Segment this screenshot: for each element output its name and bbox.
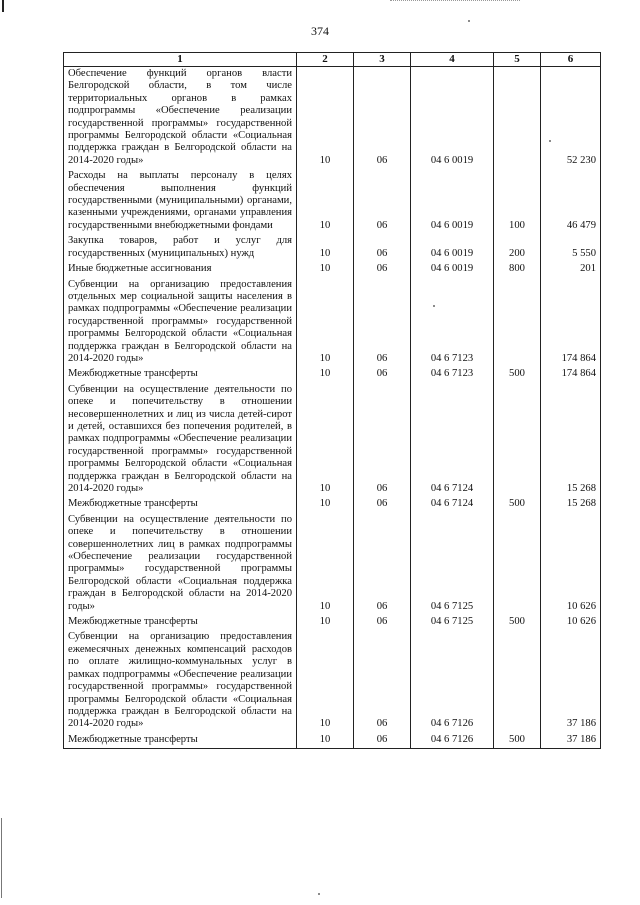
table-body	[64, 67, 601, 749]
subsection-code-cell: 06	[354, 615, 411, 630]
subsection-code-cell: 06	[354, 513, 411, 615]
amount-cell: 174 864	[541, 278, 601, 368]
target-article-cell: 04 6 0019	[411, 234, 494, 262]
subsection-code-cell: 06	[354, 497, 411, 512]
table-row	[64, 383, 601, 498]
amount-cell: 52 230	[541, 67, 601, 170]
expense-type-cell	[494, 513, 541, 615]
amount-cell: 37 186	[541, 630, 601, 732]
amount-cell: 201	[541, 262, 601, 277]
expense-type-cell: 800	[494, 262, 541, 277]
amount-cell: 174 864	[541, 367, 601, 382]
expense-name-cell: Закупка товаров, работ и услуг для государственных (муниципальных) нужд	[64, 234, 297, 262]
table-row	[64, 513, 601, 615]
column-header-6: 6	[541, 53, 601, 67]
target-article-cell: 04 6 7125	[411, 615, 494, 630]
expense-name-cell: Межбюджетные трансферты	[64, 497, 297, 512]
expense-name-cell: Расходы на выплаты персоналу в целях обеспечения выполнения функций государственными (муниципальными) органами, казенными учреждениями, органами управления государственными внебюджетными фондами	[64, 169, 297, 234]
expense-type-cell: 500	[494, 615, 541, 630]
target-article-cell: 04 6 7126	[411, 733, 494, 749]
subsection-code-cell: 06	[354, 367, 411, 382]
column-header-1: 1	[64, 53, 297, 67]
table-row	[64, 262, 601, 277]
table-row	[64, 733, 601, 749]
expense-name-cell: Субвенции на организацию предоставления отдельных мер социальной защиты населения в рамках подпрограммы «Обеспечение реализации государственной программы» государственной программы Белгородской области «Социальная поддержка граждан в Белгородской области на 2014-2020 годы»	[64, 278, 297, 368]
section-code-cell: 10	[297, 630, 354, 732]
section-code-cell: 10	[297, 615, 354, 630]
expense-type-cell	[494, 630, 541, 732]
expense-name-cell: Субвенции на осуществление деятельности по опеке и попечительству в отношении совершеннолетних лиц в рамках подпрограммы «Обеспечение реализации государственной программы» государственной программы Белгородской области «Социальная поддержка граждан в Белгородской области на 2014-2020 годы»	[64, 513, 297, 615]
target-article-cell: 04 6 0019	[411, 67, 494, 170]
scan-corner-mark	[390, 0, 520, 2]
scan-speck	[468, 20, 470, 22]
section-code-cell: 10	[297, 497, 354, 512]
subsection-code-cell: 06	[354, 278, 411, 368]
scan-speck	[318, 893, 320, 895]
amount-cell: 10 626	[541, 615, 601, 630]
table-row	[64, 630, 601, 732]
budget-table	[63, 52, 601, 749]
expense-name-cell: Межбюджетные трансферты	[64, 367, 297, 382]
column-header-2: 2	[297, 53, 354, 67]
expense-type-cell: 500	[494, 733, 541, 749]
table-row	[64, 497, 601, 512]
table-row	[64, 67, 601, 170]
table-row	[64, 367, 601, 382]
table-row	[64, 169, 601, 234]
section-code-cell: 10	[297, 262, 354, 277]
section-code-cell: 10	[297, 169, 354, 234]
section-code-cell: 10	[297, 383, 354, 498]
section-code-cell: 10	[297, 513, 354, 615]
expense-name-cell: Обеспечение функций органов власти Белгородской области, в том числе территориальных органов в рамках подпрограммы «Обеспечение реализации государственной программы» государственной программы Белгородской области «Социальная поддержка граждан в Белгородской области на 2014-2020 годы»	[64, 67, 297, 170]
subsection-code-cell: 06	[354, 630, 411, 732]
expense-type-cell: 100	[494, 169, 541, 234]
section-code-cell: 10	[297, 367, 354, 382]
column-header-3: 3	[354, 53, 411, 67]
subsection-code-cell: 06	[354, 67, 411, 170]
expense-name-cell: Межбюджетные трансферты	[64, 733, 297, 749]
subsection-code-cell: 06	[354, 383, 411, 498]
section-code-cell: 10	[297, 278, 354, 368]
page-number: 374	[311, 24, 329, 38]
expense-name-cell: Межбюджетные трансферты	[64, 615, 297, 630]
amount-cell: 46 479	[541, 169, 601, 234]
subsection-code-cell: 06	[354, 169, 411, 234]
expense-type-cell	[494, 383, 541, 498]
scan-edge-mark	[2, 0, 4, 12]
column-header-5: 5	[494, 53, 541, 67]
amount-cell: 10 626	[541, 513, 601, 615]
subsection-code-cell: 06	[354, 234, 411, 262]
expense-name-cell: Субвенции на осуществление деятельности по опеке и попечительству в отношении несовершеннолетних и лиц из числа детей-сирот и детей, оставшихся без попечения родителей, в рамках подпрограммы «Обеспечение реализации государственной программы» государственной программы Белгородской области «Социальная поддержка граждан в Белгородской области на 2014-2020 годы»	[64, 383, 297, 498]
target-article-cell: 04 6 7123	[411, 367, 494, 382]
target-article-cell: 04 6 7124	[411, 383, 494, 498]
amount-cell: 5 550	[541, 234, 601, 262]
target-article-cell: 04 6 0019	[411, 169, 494, 234]
target-article-cell: 04 6 7126	[411, 630, 494, 732]
target-article-cell: 04 6 7125	[411, 513, 494, 615]
amount-cell: 15 268	[541, 497, 601, 512]
target-article-cell: 04 6 7124	[411, 497, 494, 512]
scan-edge-line	[1, 818, 2, 898]
table-row	[64, 278, 601, 368]
amount-cell: 37 186	[541, 733, 601, 749]
section-code-cell: 10	[297, 234, 354, 262]
table-row	[64, 615, 601, 630]
expense-type-cell: 500	[494, 367, 541, 382]
expense-type-cell: 500	[494, 497, 541, 512]
expense-name-cell: Субвенции на организацию предоставления ежемесячных денежных компенсаций расходов по оплате жилищно-коммунальных услуг в рамках подпрограммы «Обеспечение реализации государственной программы» государственной программы Белгородской области «Социальная поддержка граждан в Белгородской области на 2014-2020 годы»	[64, 630, 297, 732]
section-code-cell: 10	[297, 733, 354, 749]
table-row	[64, 234, 601, 262]
target-article-cell: 04 6 0019	[411, 262, 494, 277]
table-header-row	[64, 53, 601, 67]
subsection-code-cell: 06	[354, 262, 411, 277]
expense-name-cell: Иные бюджетные ассигнования	[64, 262, 297, 277]
expense-type-cell: 200	[494, 234, 541, 262]
expense-type-cell	[494, 67, 541, 170]
subsection-code-cell: 06	[354, 733, 411, 749]
column-header-4: 4	[411, 53, 494, 67]
target-article-cell: 04 6 7123	[411, 278, 494, 368]
section-code-cell: 10	[297, 67, 354, 170]
amount-cell: 15 268	[541, 383, 601, 498]
expense-type-cell	[494, 278, 541, 368]
